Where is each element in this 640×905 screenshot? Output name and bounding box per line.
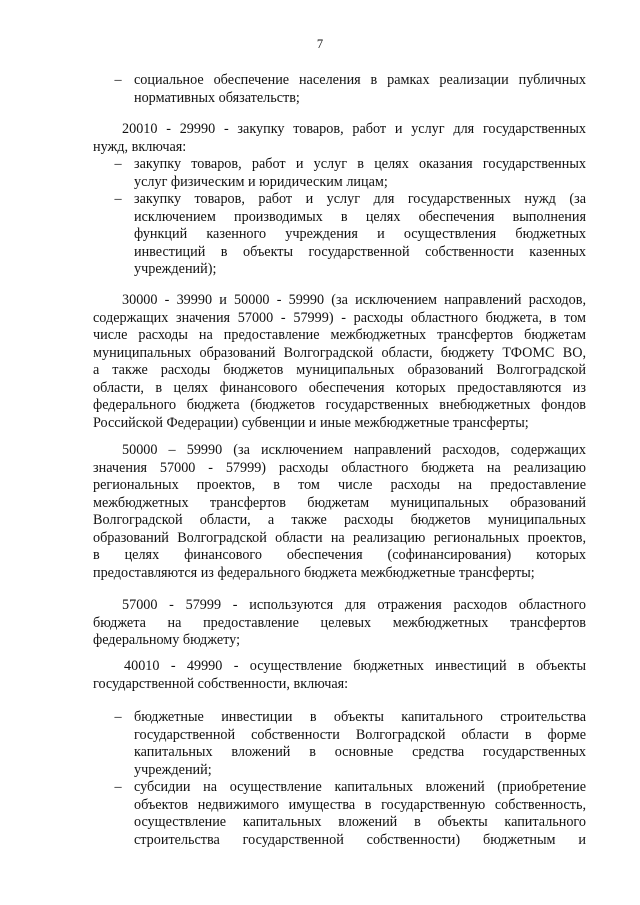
text-line: а также расходы бюджетов муниципальных образований Волгоградской <box>93 362 586 378</box>
text-line: услуг физическим и юридическим лицам; <box>134 173 388 190</box>
text-line: государственной собственности, включая: <box>93 675 349 692</box>
text-line: межбюджетных трансфертов бюджетам муниципальных образований <box>93 494 586 511</box>
text-line: субсидии на осуществление капитальных вложений (приобретение <box>134 779 586 795</box>
text-line: Волгоградской области, а также расходы бюджетов муниципальных <box>93 512 586 528</box>
text-line: бюджетные инвестиции в объекты капитального строительства <box>134 709 586 725</box>
text-line: закупку товаров, работ и услуг в целях оказания государственных <box>134 156 586 172</box>
bullet-text <box>134 156 586 191</box>
text-line: осуществление капитальных вложений в объекты капитального <box>134 814 586 830</box>
text-line: региональных проектов, в том числе расходы на предоставление <box>93 477 586 493</box>
text-line: закупку товаров, работ и услуг для государственных нужд (за <box>134 191 586 207</box>
text-line: социальное обеспечение населения в рамках реализации публичных <box>134 72 586 88</box>
text-line: бюджета на предоставление целевых межбюджетных трансфертов <box>93 614 586 631</box>
text-line: федерального бюджета (бюджетов государственных внебюджетных фондов <box>93 397 586 413</box>
text-line: капитальных вложений в основные средства государственных <box>134 744 586 760</box>
dash-marker: – <box>114 72 122 88</box>
page-number: 7 <box>316 37 324 51</box>
dash-marker: – <box>114 709 122 725</box>
bullet-text <box>134 779 586 849</box>
paragraph <box>93 597 586 650</box>
text-line: функций казенного учреждения и осуществления бюджетных <box>134 226 586 242</box>
text-line: исключением производимых в целях обеспечения выполнения <box>134 208 586 225</box>
bullet-text <box>134 191 586 279</box>
paragraph <box>93 292 586 432</box>
text-line: муниципальных образований Волгоградской области, бюджету ТФОМС ВО, <box>93 344 586 361</box>
paragraph <box>93 658 586 693</box>
text-line: числе расходы на предоставление межбюджетных трансфертов бюджетам <box>93 327 586 343</box>
paragraph <box>93 121 586 156</box>
text-line: в целях финансового обеспечения (софинансирования) которых <box>93 547 586 563</box>
bullet-text <box>134 709 586 779</box>
text-line: Российской Федерации) субвенции и иные межбюджетные трансферты; <box>93 414 529 431</box>
text-line: нормативных обязательств; <box>134 89 300 106</box>
text-line: строительства государственной собственности) бюджетным и <box>134 831 586 848</box>
text-line: объектов недвижимого имущества в государственную собственность, <box>134 796 586 813</box>
dash-marker: – <box>114 191 122 207</box>
text-line: содержащих значения 57000 - 57999) - расходы областного бюджета, в том <box>93 309 586 326</box>
text-line: 40010 - 49990 - осуществление бюджетных инвестиций в объекты <box>124 658 586 674</box>
text-line: образований Волгоградской области на реализацию региональных проектов, <box>93 529 586 546</box>
text-line: области, в целях финансового обеспечения которых предоставляются из <box>93 379 586 396</box>
text-line: 50000 – 59990 (за исключением направлений расходов, содержащих <box>122 442 586 458</box>
dash-marker: – <box>114 779 122 795</box>
text-line: государственной собственности Волгоградской области в форме <box>134 726 586 743</box>
paragraph <box>93 442 586 582</box>
text-line: учреждений; <box>134 761 212 778</box>
text-line: федеральному бюджету; <box>93 632 241 648</box>
bullet-text <box>134 72 586 107</box>
text-line: 20010 - 29990 - закупку товаров, работ и услуг для государственных <box>122 121 586 137</box>
text-line: предоставляются из федерального бюджета межбюджетные трансферты; <box>93 564 535 581</box>
text-line: учреждений); <box>134 261 217 277</box>
text-line: значения 57000 - 57999) расходы областного бюджета на реализацию <box>93 459 586 476</box>
text-line: 30000 - 39990 и 50000 - 59990 (за исключением направлений расходов, <box>122 292 586 308</box>
text-line: 57000 - 57999 - используются для отражения расходов областного <box>122 597 586 613</box>
text-line: нужд, включая: <box>93 138 187 155</box>
dash-marker: – <box>114 156 122 172</box>
text-line: инвестиций в объекты государственной собственности казенных <box>134 243 586 260</box>
